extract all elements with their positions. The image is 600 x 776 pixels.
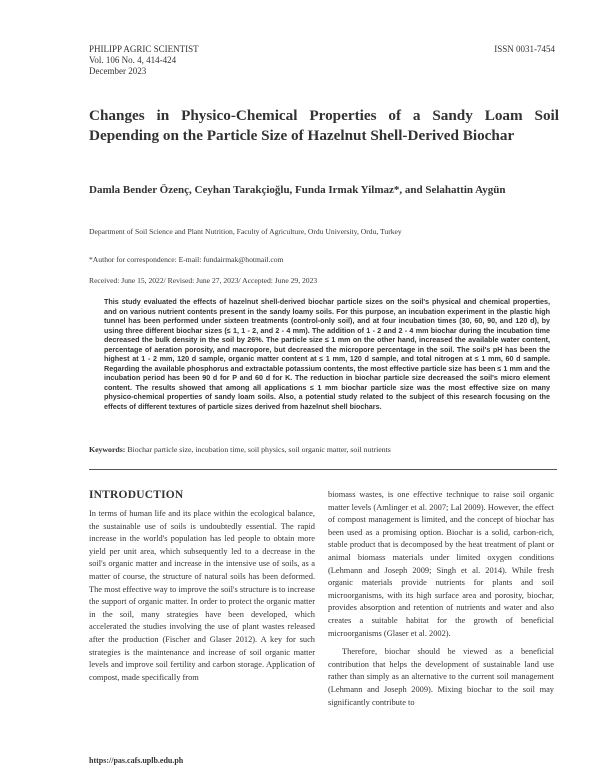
abstract: This study evaluated the effects of hazelnut shell-derived biochar particle sizes on the soil's physical and chemical properties, and on various nutrient contents present in the sandy loamy soils. For this purpose, an incubation experiment in the plastic high tunnel has been performed under sixteen treatments (control-only soil), and at four incubation times (30, 60, 90, and 120 d), by using three different biochar sizes (≤ 1, 1 - 2, and 2 - 4 mm). The addition of 1 - 2 and 2 - 4 mm biochar during the incubation time decreased the bulk density in the soil by 26%. The particle size ≤ 1 mm on the other hand, increased the available water content, percentage of aeration porosity, and macropore, but decreased the micropore percentage in the soil. The soil's pH has been the highest at 1 - 2 mm, 120 d sample, organic matter content at ≤ 1 mm, 120 d sample, and total nitrogen at ≤ 1 mm, 60 d sample. Regarding the available phosphorus and extractable potassium contents, the most effective particle size has been ≤ 1 mm and the incubation period has been 90 d for P and 60 d for K. The reduction in biochar particle size decreased the soil's micro element content. The results showed that among all applications ≤ 1 mm biochar particle size was the most effective size on many physico-chemical properties of sandy loam soils. Also, a potential study related to the subject of this research focusing on the effects of different textures of particle sizes derived from hazelnut shell biochars. — [104, 297, 550, 411]
paragraph: Therefore, biochar should be viewed as a beneficial contribution that helps the development of sustainable land use rather than simply as an alternative to the current soil management (Lehmann and Joseph 2009). Mixing biochar to the soil may significantly contribute to — [328, 647, 554, 707]
journal-info — [89, 44, 199, 77]
section-heading: INTRODUCTION — [89, 489, 184, 501]
article-title: Changes in Physico-Chemical Properties of a Sandy Loam Soil Depending on the Particle Size of Hazelnut Shell-Derived Biochar — [89, 107, 559, 144]
journal-url: https://pas.cafs.uplb.edu.ph — [89, 756, 184, 765]
keywords — [89, 445, 391, 454]
affiliation: Department of Soil Science and Plant Nutrition, Faculty of Agriculture, Ordu University, Ordu, Turkey — [89, 227, 402, 236]
correspondence: *Author for correspondence: E-mail: fundairmak@hotmail.com — [89, 255, 284, 264]
keywords-list: Biochar particle size, incubation time, soil physics, soil organic matter, soil nutrients — [125, 445, 391, 454]
paragraph: biomass wastes, is one effective technique to raise soil organic matter levels (Amlinger et al. 2007; Lal 2009). However, the effect of compost management is limited, and the concept of biochar has been used as a promising option. Biochar is a solid, carbon-rich, stable product that is decomposed by the heat treatment of plant or animal biomass materials under limited oxygen conditions (Lehmann and Joseph 2009; Singh et al. 2014). While fresh organic materials provide nutrients for plants and soil microorganisms, with its high surface area and porosity, biochar, provides absorption and retention of nutrients and water and also creates a suitable habitat for the growth of beneficial microorganisms (Glaser et al. 2002). — [328, 490, 554, 638]
keywords-label: Keywords: — [89, 445, 126, 454]
issn: ISSN 0031-7454 — [494, 44, 555, 54]
paragraph: In terms of human life and its place within the ecological balance, the sustainable use of soils is undoubtedly essential. The rapid increase in the world's population has led people to obtain more yield per unit area, which subsequently led to a decrease in the soil's organic matter and increase in the intensive use of soils, as a matter of course, the structure of natural soils has been deformed. The most effective way to improve the soil's structure is to increase the support of organic matter. In order to protect the organic matter in the soil, many strategies have been developed, which accelerated the studies involving the use of plant wastes released after the production (Fischer and Glaser 2012). A key for such strategies is the maintenance and increase of soil organic matter levels and improve soil fertility and carbon storage. Application of compost, made specifically from — [89, 509, 315, 682]
issue-date: December 2023 — [89, 66, 147, 76]
journal-name: PHILIPP AGRIC SCIENTIST — [89, 44, 199, 54]
authors: Damla Bender Özenç, Ceyhan Tarakçioğlu, Funda Irmak Yilmaz*, and Selahattin Aygün — [89, 184, 506, 196]
left-column — [89, 508, 315, 684]
volume-issue: Vol. 106 No. 4, 414-424 — [89, 55, 177, 65]
right-column — [328, 489, 554, 709]
submission-dates: Received: June 15, 2022/ Revised: June 27, 2023/ Accepted: June 29, 2023 — [89, 276, 318, 285]
section-divider — [89, 469, 557, 470]
